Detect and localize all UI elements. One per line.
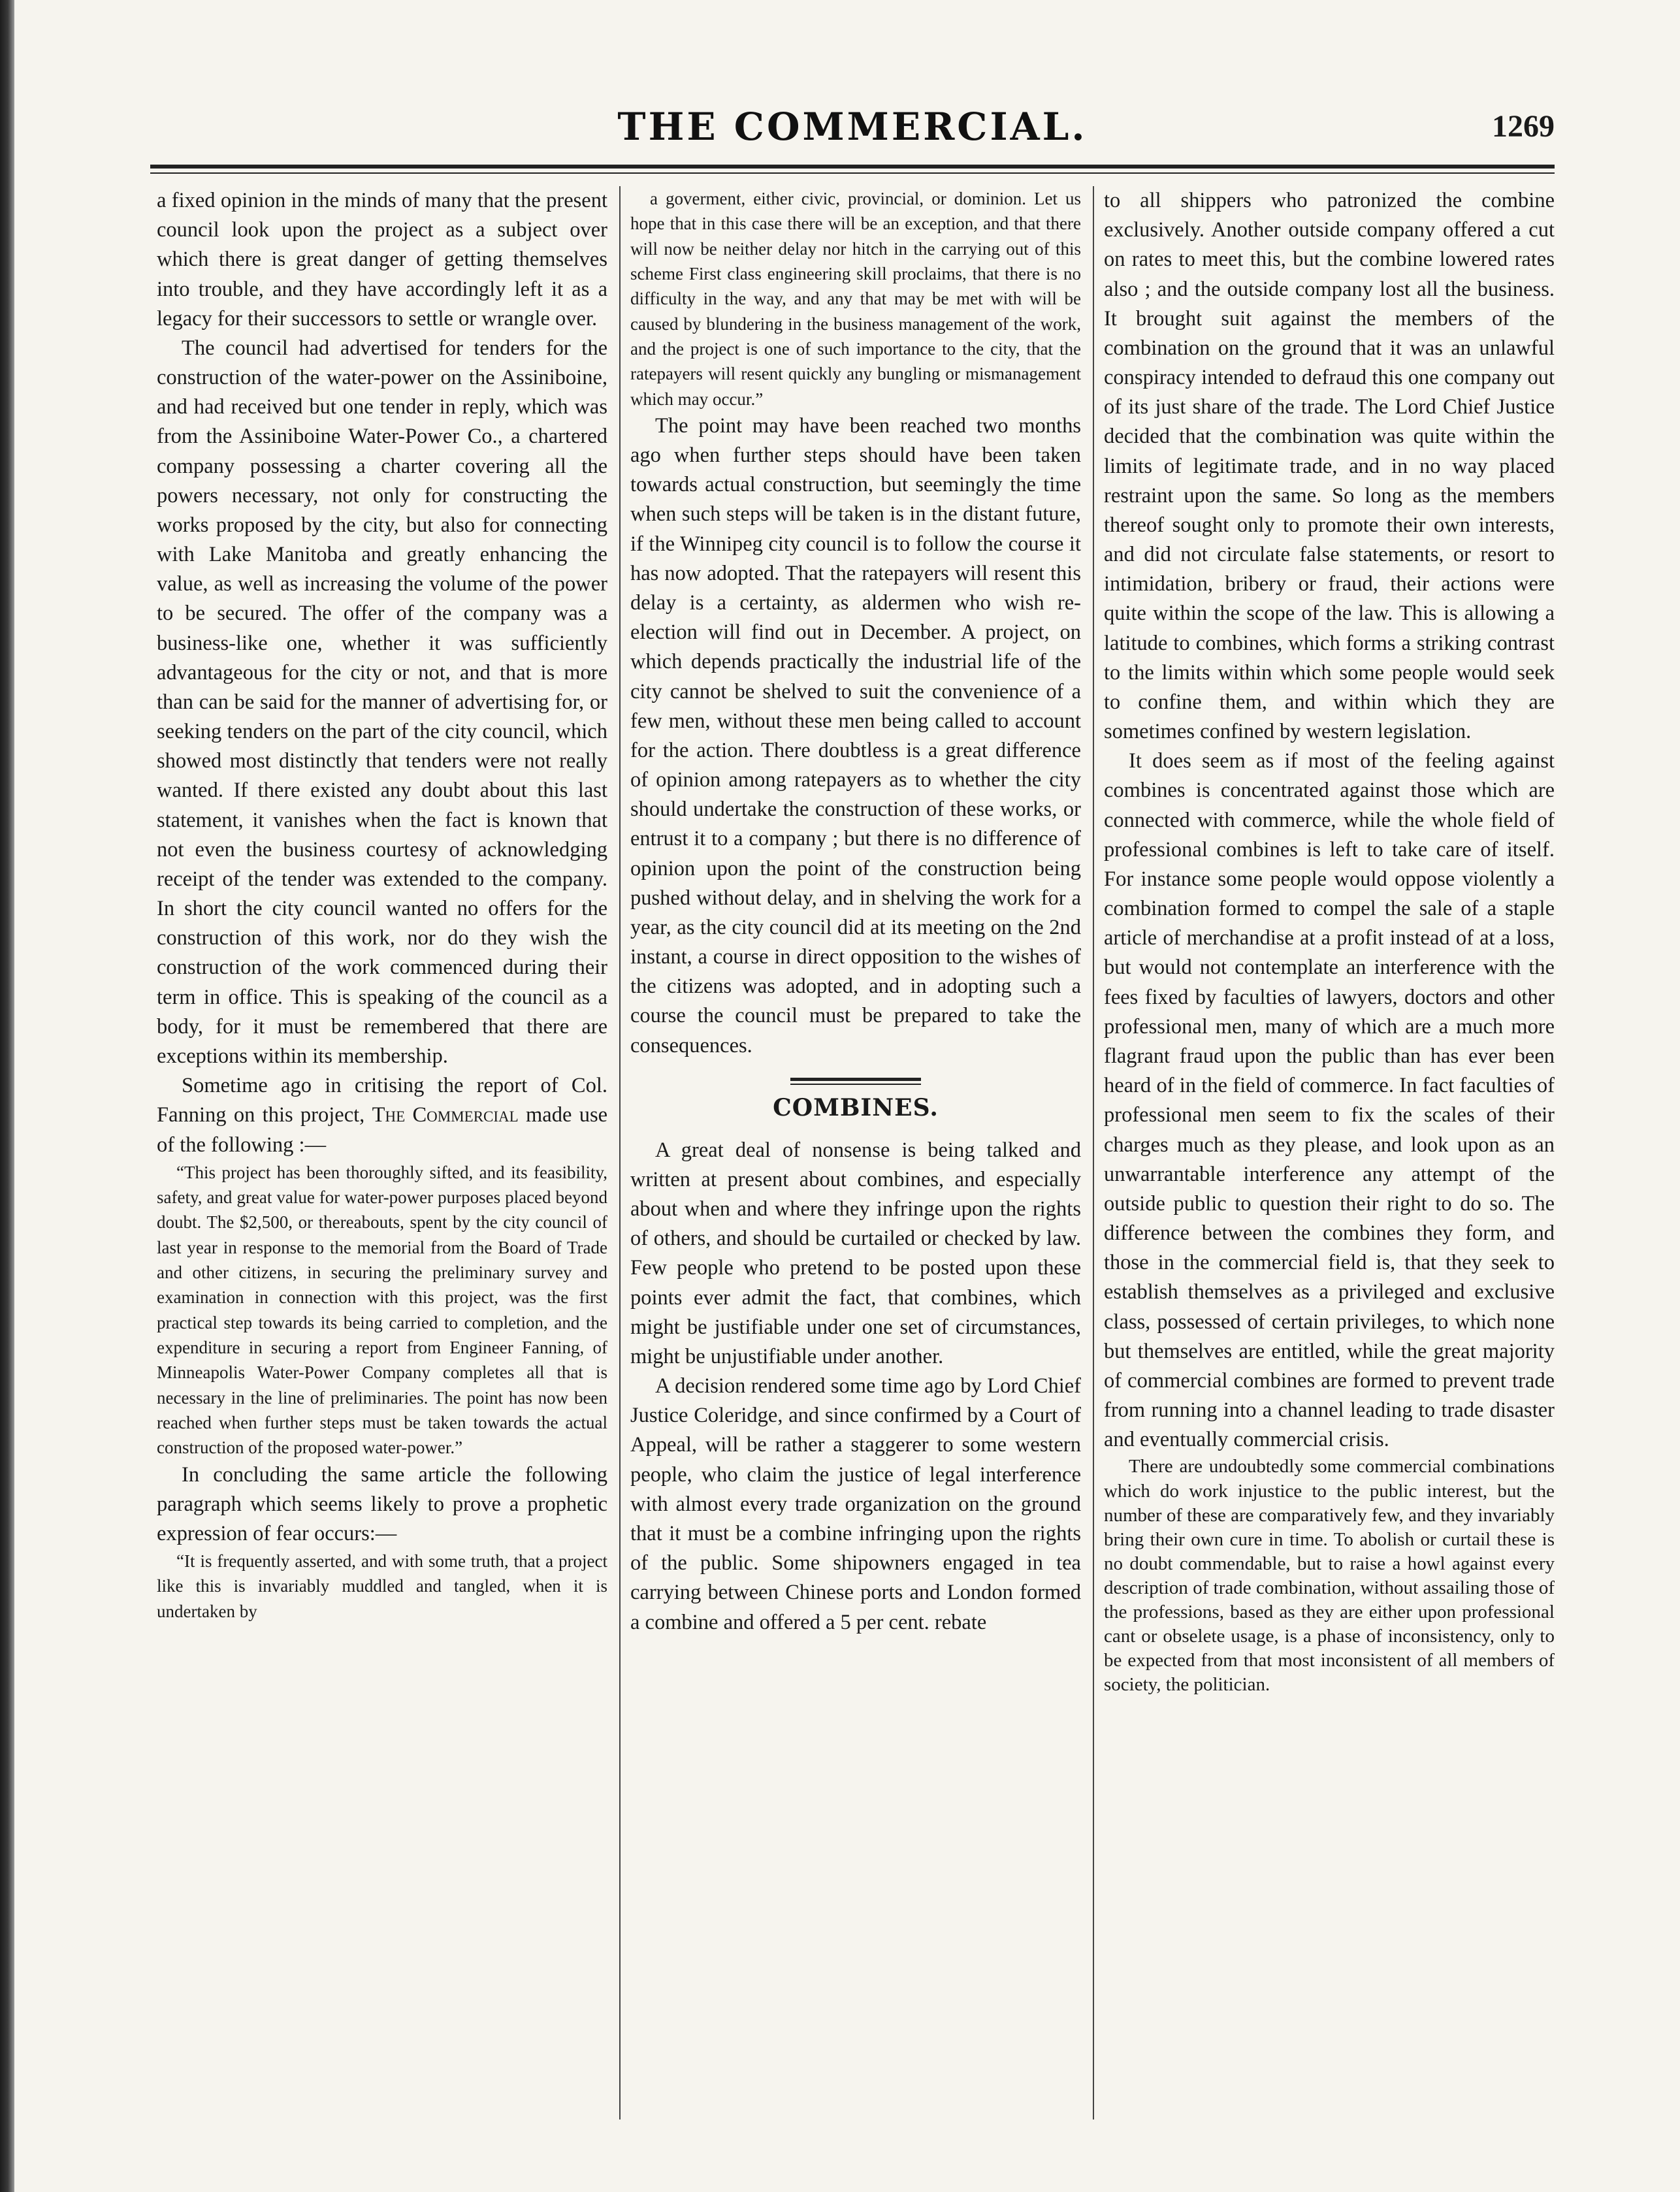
quote-text: a goverment, either civic, provincial, or dominion. Let us hope that in this case there will be an exception, and that there will now be neither delay nor hitch in the carrying out of this scheme First class engineering skill proclaims, that there is no difficulty in the way, and any that may be met with will be caused by blundering in the business management of the work, and the project is one of such importance to the city, that the ratepayers will resent quickly any bungling or mismanagement which may occur.”: [630, 189, 1081, 409]
section-rule: [790, 1078, 921, 1085]
paragraph-text: made use of the following :—: [157, 1103, 607, 1157]
quote-text: “This project has been thoroughly sifted, and its feasibility, safety, and great value for water-power purposes placed beyond doubt. The $2,500, or thereabouts, spent by the city council of last year in response to the memorial from the Board of Trade and other citizens, in securing the preliminary survey and examination in connection with this project, was the first practical step towards its being carried to completion, and the expenditure in securing a report from Engineer Fanning, of Minneapolis Water-Power Company completes all that is necessary in the line of preliminaries. The point has now been reached when further steps must be taken towards the actual construction of the proposed water-power.”: [157, 1162, 607, 1458]
publication-name: The Commercial: [372, 1103, 519, 1127]
column-divider: [619, 186, 621, 2119]
binding-edge: [0, 0, 14, 2192]
section-title: COMBINES.: [773, 1093, 939, 1121]
column-divider: [1093, 186, 1094, 2119]
header-rule: [150, 165, 1555, 174]
paragraph: It does seem as if most of the feeling against combines is concentrated against those which are connected with commerce, while the whole field of professional combines is left to take care of itself. For instance some people would oppose violently a combination formed to compel the sale of a staple article of merchandise at a profit instead of at a loss, but would not contemplate an interference with the fees fixed by faculties of lawyers, doctors and other professional men, many of which are a much more flagrant fraud upon the public than has ever been heard of in the field of commerce. In fact faculties of professional men seem to fix the scales of their charges much as they please, and look upon as an unwarrantable interference any attempt of the outside public to question their right to do so. The difference between the combines they form, and those in the commercial field is, that they seek to establish themselves as a privileged and exclusive class, possessed of certain privileges, to which none but themselves are entitled, while the great majority of commercial combines are formed to prevent trade from running into a channel leading to trade disaster and eventually commercial crisis.: [1104, 749, 1555, 1452]
paragraph: The council had advertised for tenders for the construction of the water-power on the Assiniboine, and had received but one tender in reply, which was from the Assiniboine Water-Power Co., a chartered company possessing a charter covering all the powers necessary, not only for constructing the works proposed by the city, but also for connecting with Lake Manitoba and greatly enhancing the value, as well as increasing the volume of the power to be secured. The offer of the company was a business-like one, whether it was sufficiently advantageous for the city or not, and that is more than can be said for the manner of advertising for, or seeking tenders on the part of the city council, which showed most distinctly that tenders were not really wanted. If there existed any doubt about this last statement, it vanishes when the fact is known that not even the business courtesy of acknowledging receipt of the tender was extended to the company. In short the city council wanted no offers for the construction of this work, nor do they wish the construction of the work commenced during their term in office. This is speaking of the council as a body, for it must be remembered that there are exceptions within its membership.: [157, 336, 607, 1068]
paragraph: A great deal of nonsense is being talked and written at present about combines, and especially about when and where they infringe upon the rights of others, and should be curtailed or checked by law. Few people who pretend to be posted upon these points ever admit the fact, that combines, which might be justifiable under one set of circumstances, might be unjustifiable under another.: [630, 1138, 1081, 1368]
paragraph: to all shippers who patronized the combine exclusively. Another outside company offered a cut on rates to meet this, but the combine lowered rates also ; and the outside company lost all the business. It brought suit against the members of the combination on the ground that it was an unlawful conspiracy intended to defraud this one company out of its just share of the trade. The Lord Chief Justice decided that the combination was quite within the limits of legitimate trade, and in no way placed restraint upon the same. So long as the members thereof sought only to promote their own interests, and did not circulate false statements, or resort to intimidation, bribery or fraud, their actions were quite within the scope of the law. This is allowing a latitude to combines, which forms a striking contrast to the limits within which some people would seek to confine them, and within which they are sometimes confined by western legislation.: [1104, 189, 1555, 744]
quote-text: “It is frequently asserted, and with some truth, that a project like this is invariably muddled and tangled, when it is undertaken by: [157, 1551, 607, 1621]
page-header: [150, 105, 1555, 157]
page-number: 1269: [1492, 109, 1555, 144]
paragraph: There are undoubtedly some commercial combinations which do work injustice to the public interest, but the number of these are comparatively few, and they invariably bring their own cure in time. To abolish or curtail these is no doubt commendable, but to raise a howl against every description of trade combination, without assailing those of the professions, based as they are either upon professional cant or obselete usage, is a phase of inconsistency, only to be expected from that most inconsistent of all members of society, the politician.: [1104, 1456, 1555, 1696]
paragraph: In concluding the same article the following paragraph which seems likely to prove a prophetic expression of fear occurs:—: [157, 1462, 607, 1545]
block-quote: [630, 186, 1081, 411]
masthead: THE COMMERCIAL.: [617, 105, 1088, 149]
paragraph: a fixed opinion in the minds of many that the present council look upon the project as a subject over which there is great danger of getting themselves into trouble, and they have accordingly left it as a legacy for their successors to settle or wrangle over.: [157, 189, 607, 330]
column-2: [630, 186, 1081, 2119]
paragraph: The point may have been reached two months ago when further steps should have been taken towards actual construction, but seemingly the time when such steps will be taken is in the distant future, if the Winnipeg city council is to follow the course it has now adopted. That the ratepayers will resent this delay is a certainty, as aldermen who wish re-election will find out in December. A project, on which depends practically the industrial life of the city cannot be shelved to suit the convenience of a few men, without these men being called to account for the action. There doubtless is a great difference of opinion among ratepayers as to whether the city should undertake the construction of these works, or entrust it to a company ; but there is no difference of opinion upon the point of the construction being pushed without delay, and in shelving the work for a year, as the city council did at its meeting on the 2nd instant, a course in direct opposition to the wishes of the citizens was adopted, and in adopting such a course the council must be prepared to take the consequences.: [630, 413, 1081, 1057]
column-3: [1104, 186, 1555, 2119]
paragraph-text: Sometime ago in critising the report of Col. Fanning on this project,: [157, 1074, 607, 1127]
block-quote: [157, 1549, 607, 1624]
paragraph: A decision rendered some time ago by Lord Chief Justice Coleridge, and since confirmed by a Court of Appeal, will be rather a staggerer to some western people, who claim the justice of legal interference with almost every trade organization on the ground that it must be a combine infringing upon the rights of the public. Some shipowners engaged in tea carrying between Chinese ports and London formed a combine and offered a 5 per cent. rebate: [630, 1374, 1081, 1634]
paragraph: [157, 1071, 607, 1160]
column-1: [157, 186, 607, 2119]
block-quote: [157, 1160, 607, 1460]
